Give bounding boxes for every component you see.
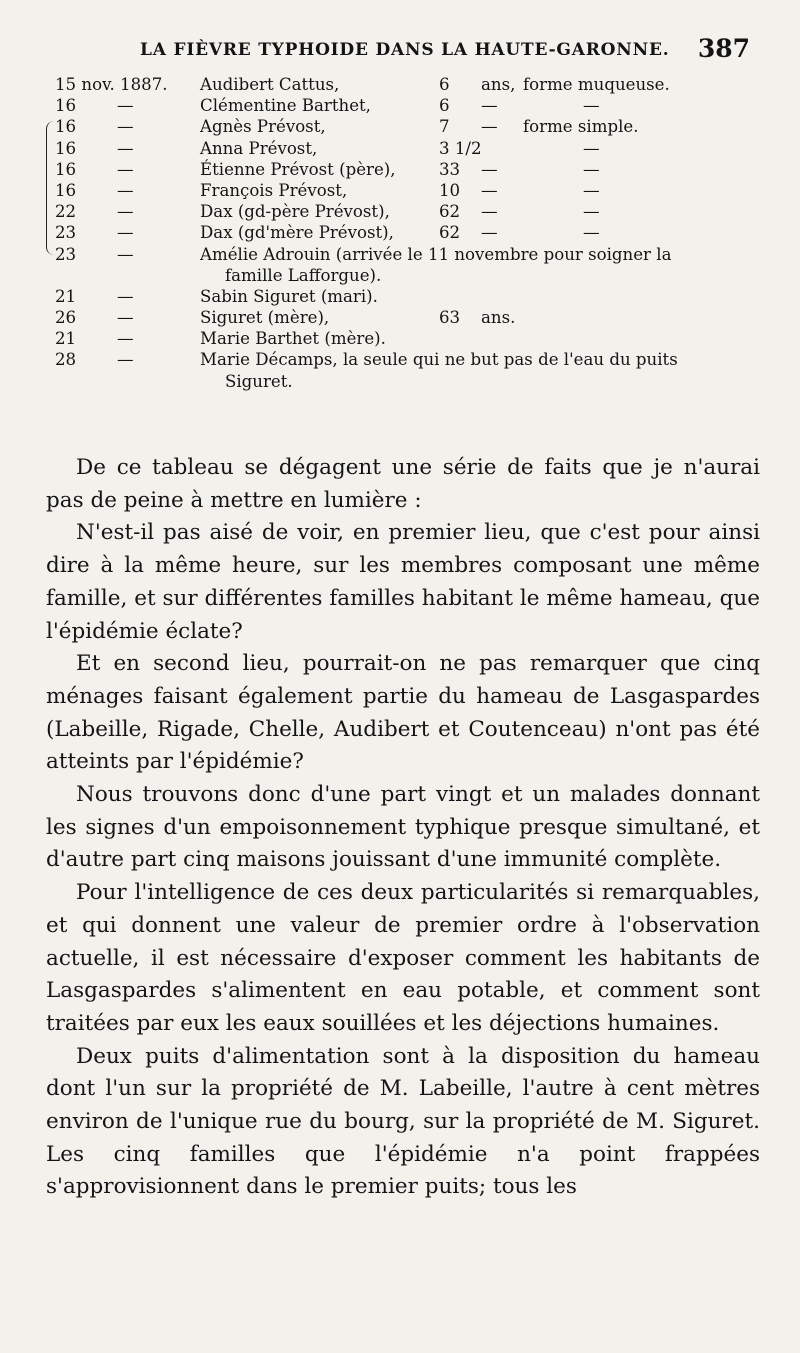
table-row bbox=[55, 116, 765, 137]
page-number: 387 bbox=[697, 34, 750, 63]
disease-form: — bbox=[583, 138, 600, 158]
age-unit: — bbox=[481, 202, 498, 222]
family-bracket bbox=[46, 121, 55, 255]
patient-table bbox=[55, 74, 765, 392]
table-row bbox=[55, 159, 765, 180]
patient-name: Dax (gd'mère Prévost), bbox=[200, 223, 394, 243]
ditto-mark: — bbox=[117, 308, 134, 328]
patient-age: 62 bbox=[439, 223, 461, 243]
onset-date: 15 nov. 1887. bbox=[55, 75, 168, 94]
ditto-mark: — bbox=[117, 329, 134, 349]
patient-age: 7 bbox=[439, 117, 450, 137]
patient-name bbox=[200, 349, 760, 391]
patient-name: Agnès Prévost, bbox=[200, 117, 326, 137]
ditto-mark: — bbox=[117, 244, 134, 264]
patient-name: François Prévost, bbox=[200, 180, 348, 200]
ditto-mark: — bbox=[117, 223, 134, 243]
patient-name: Clémentine Barthet, bbox=[200, 96, 371, 116]
patient-age: 10 bbox=[439, 180, 461, 200]
onset-date: 23 bbox=[55, 244, 77, 264]
onset-date: 16 bbox=[55, 117, 77, 137]
table-row bbox=[55, 286, 765, 307]
onset-date: 16 bbox=[55, 96, 77, 116]
disease-form: — bbox=[583, 202, 600, 222]
patient-name-line1: Marie Décamps, la seule qui ne but pas de l'eau du puits bbox=[200, 350, 678, 370]
ditto-mark: — bbox=[117, 202, 134, 222]
table-row bbox=[55, 74, 765, 95]
paragraph: Deux puits d'alimentation sont à la disposition du hameau dont l'un sur la propriété de M. Labeille, l'autre à cent mètres environ de l'unique rue du bourg, sur la propriété de M. Siguret. Les cinq familles que l'épidémie n'a point frappées s'approvisionnent dans le premier puits; tous les bbox=[46, 1043, 760, 1200]
age-unit: ans, bbox=[481, 75, 516, 94]
table-row bbox=[55, 328, 765, 349]
patient-name: Audibert Cattus, bbox=[200, 75, 340, 94]
age-unit: — bbox=[481, 223, 498, 243]
onset-date: 16 bbox=[55, 138, 77, 158]
patient-name-line2: famille Lafforgue). bbox=[225, 265, 382, 285]
paragraph: Nous trouvons donc d'une part vingt et un malades donnant les signes d'un empoisonnement typhique presque simultané, et d'autre part cinq maisons jouissant d'une immunité complète. bbox=[46, 782, 760, 873]
table-row bbox=[55, 138, 765, 159]
disease-form: — bbox=[583, 180, 600, 200]
table-row bbox=[55, 307, 765, 328]
disease-form: forme simple. bbox=[523, 117, 639, 137]
running-title: LA FIÈVRE TYPHOIDE DANS LA HAUTE-GARONNE. bbox=[140, 40, 670, 60]
paragraph: De ce tableau se dégagent une série de faits que je n'aurai pas de peine à mettre en lumière : bbox=[46, 455, 760, 513]
onset-date: 26 bbox=[55, 308, 77, 328]
body-text bbox=[46, 452, 760, 1204]
table-row bbox=[55, 201, 765, 222]
onset-date: 21 bbox=[55, 286, 77, 306]
patient-name: Marie Barthet (mère). bbox=[200, 329, 386, 349]
onset-date: 23 bbox=[55, 223, 77, 243]
disease-form: — bbox=[583, 159, 600, 179]
table-row bbox=[55, 180, 765, 201]
disease-form: — bbox=[583, 96, 600, 116]
patient-age: 6 bbox=[439, 75, 450, 94]
paragraph: N'est-il pas aisé de voir, en premier lieu, que c'est pour ainsi dire à la même heure, sur les membres composant une même famille, et sur différentes familles habitant le même hameau, que l'épidémie éclate? bbox=[46, 520, 760, 644]
patient-name: Dax (gd-père Prévost), bbox=[200, 202, 390, 222]
ditto-mark: — bbox=[117, 96, 134, 116]
patient-age: 62 bbox=[439, 202, 461, 222]
age-unit: ans. bbox=[481, 308, 516, 328]
disease-form: — bbox=[583, 223, 600, 243]
running-header bbox=[60, 34, 750, 64]
patient-name: Anna Prévost, bbox=[200, 138, 318, 158]
patient-age: 3 1/2 bbox=[439, 138, 482, 158]
onset-date: 16 bbox=[55, 159, 77, 179]
ditto-mark: — bbox=[117, 350, 134, 370]
age-unit: — bbox=[481, 159, 498, 179]
patient-age: 33 bbox=[439, 159, 461, 179]
patient-name-line2: Siguret. bbox=[225, 371, 293, 391]
age-unit: — bbox=[481, 180, 498, 200]
patient-name: Sabin Siguret (mari). bbox=[200, 286, 378, 306]
patient-name: Étienne Prévost (père), bbox=[200, 159, 396, 179]
patient-age: 63 bbox=[439, 308, 461, 328]
disease-form: forme muqueuse. bbox=[523, 75, 670, 94]
patient-name bbox=[200, 244, 760, 286]
paragraph: Et en second lieu, pourrait-on ne pas remarquer que cinq ménages faisant également partie du hameau de Lasgaspardes (Labeille, Rigade, Chelle, Audibert et Coutenceau) n'ont pas été atteints par l'épidémie? bbox=[46, 651, 760, 775]
age-unit: — bbox=[481, 96, 498, 116]
ditto-mark: — bbox=[117, 159, 134, 179]
ditto-mark: — bbox=[117, 180, 134, 200]
ditto-mark: — bbox=[117, 286, 134, 306]
ditto-mark: — bbox=[117, 117, 134, 137]
paragraph: Pour l'intelligence de ces deux particularités si remarquables, et qui donnent une valeur de premier ordre à l'observation actuelle, il est nécessaire d'exposer comment les habitants de Lasgaspardes s'alimentent en eau potable, et comment sont traitées par eux les eaux souillées et les déjections humaines. bbox=[46, 880, 760, 1036]
table-row bbox=[55, 244, 765, 286]
table-row bbox=[55, 95, 765, 116]
table-row bbox=[55, 349, 765, 391]
patient-age: 6 bbox=[439, 96, 450, 116]
patient-name: Siguret (mère), bbox=[200, 308, 330, 328]
patient-name-line1: Amélie Adrouin (arrivée le 11 novembre pour soigner la bbox=[200, 244, 672, 264]
table-row bbox=[55, 222, 765, 243]
onset-date: 21 bbox=[55, 329, 77, 349]
onset-date: 22 bbox=[55, 202, 77, 222]
onset-date: 28 bbox=[55, 350, 77, 370]
age-unit: — bbox=[481, 117, 498, 137]
onset-date: 16 bbox=[55, 180, 77, 200]
ditto-mark: — bbox=[117, 138, 134, 158]
